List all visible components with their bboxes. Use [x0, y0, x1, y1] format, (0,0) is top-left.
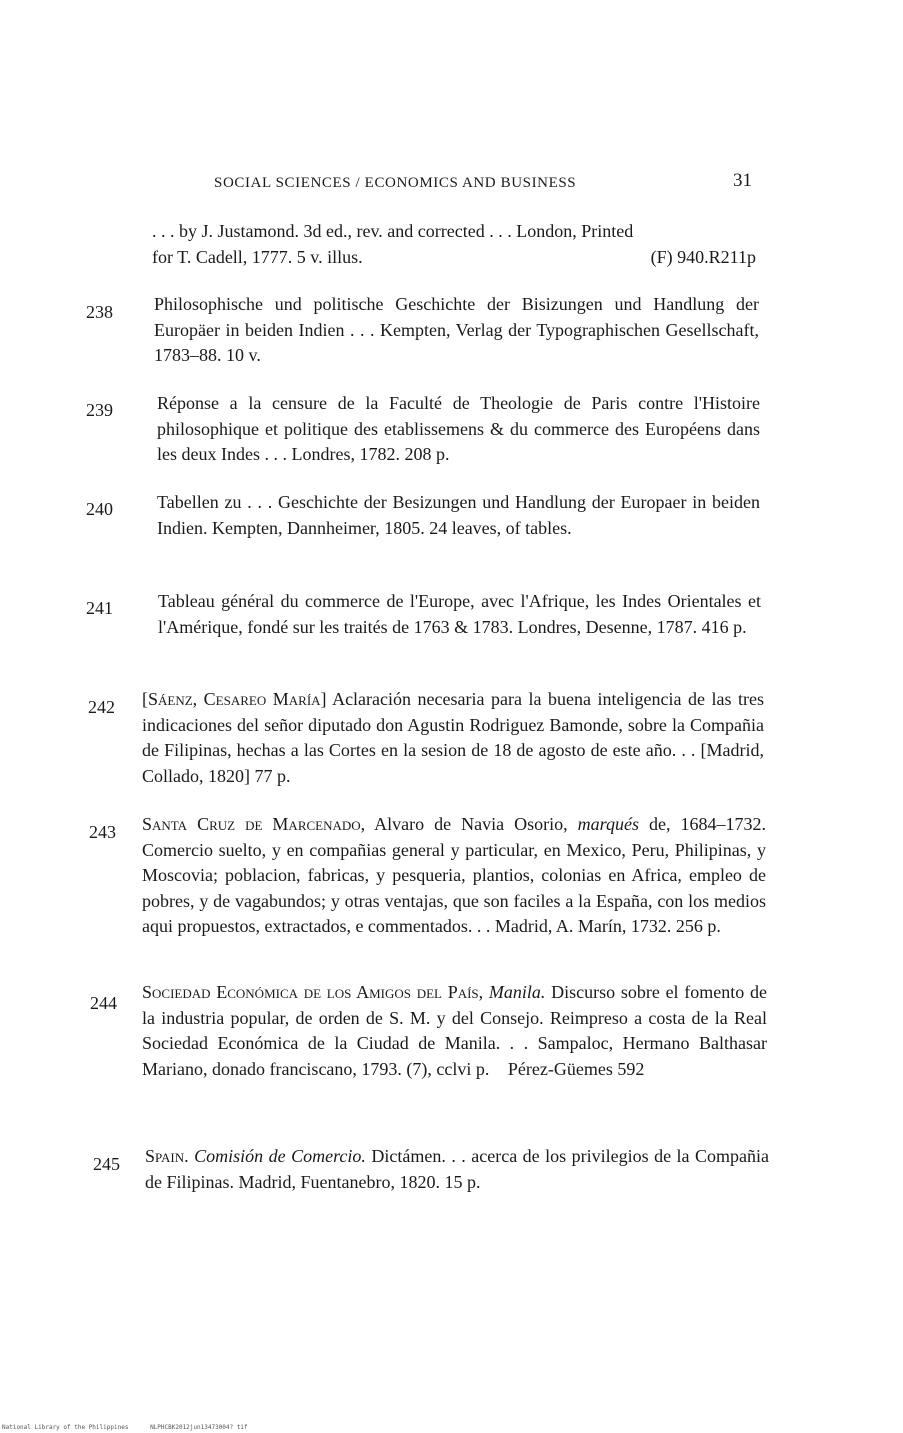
entry-text: [142, 687, 764, 789]
entry-author: [Sáenz, Cesareo María]: [142, 689, 327, 709]
entry-body: Discurso sobre el fomento de la industria popular, de orden de S. M. y del Consejo. Reimpreso a costa de la Real Sociedad Económica de la Ciudad de Manila. . . Sampaloc, Hermano Balthasar Mariano, donado franciscano, 1793. (7), cclvi p.: [142, 982, 767, 1079]
entry-body: de, 1684–1732. Comercio suelto, y en compañias general y particular, en Mexico, Peru, Philipinas, y Moscovia; poblacion, fabricas, y pesqueria, plantios, colonias en Africa, empleo de pobres, y de vagabundos; y otras ventajas, que son faciles a la España, con los medios aqui propuestos, extractados, e commentados. . . Madrid, A. Marín, 1732. 256 p.: [142, 814, 766, 936]
entry-number: 244: [90, 993, 117, 1013]
entry-italic-title: Manila.: [483, 982, 546, 1002]
scan-footer: [2, 1424, 266, 1431]
entry-text: Philosophische und politische Geschichte der Bisizungen und Handlung der Europäer in beiden Indien . . . Kempten, Verlag der Typographischen Gesellschaft, 1783–88. 10 v.: [154, 294, 759, 365]
entry-author: Spain.: [145, 1146, 189, 1166]
entry-text: [142, 812, 766, 940]
call-number: (F) 940.R211p: [650, 246, 756, 267]
entry-body: Aclaración necesaria para la buena inteligencia de las tres indicaciones del señor diputado don Agustin Rodriguez Bamonde, sobre la Compañia de Filipinas, hechas a las Cortes en la sesion de 18 de agosto de este año. . . [Madrid, Collado, 1820] 77 p.: [142, 689, 764, 786]
footer-library: National Library of the Philippines: [2, 1424, 129, 1431]
entry-text: Réponse a la censure de la Faculté de Theologie de Paris contre l'Histoire philosophique et politique des etablissemens & du commerce des Européens dans les deux Indes . . . Londres, 1782. 208 p.: [157, 393, 760, 464]
entry-number: 245: [93, 1154, 120, 1174]
continuation-line-2: for T. Cadell, 1777. 5 v. illus.: [152, 246, 363, 267]
continuation-entry: [152, 219, 756, 270]
entry-number: 242: [88, 697, 115, 717]
page-number: 31: [733, 170, 752, 191]
entry-text: Tableau général du commerce de l'Europe, avec l'Afrique, les Indes Orientales et l'Amérique, fondé sur les traités de 1763 & 1783. Londres, Desenne, 1787. 416 p.: [158, 591, 761, 637]
continuation-line-1: . . . by J. Justamond. 3d ed., rev. and corrected . . . London, Printed: [152, 221, 634, 241]
entry-number: 239: [86, 400, 113, 420]
entry-author: Sociedad Económica de los Amigos del País,: [142, 982, 484, 1002]
entry-author: Santa Cruz de Marcenado,: [142, 814, 366, 834]
entry-author-rest: Alvaro de Navia Osorio,: [365, 814, 578, 834]
entry-italic-title: Comisión de Comercio.: [188, 1146, 366, 1166]
entry-number: 238: [86, 302, 113, 322]
running-head: SOCIAL SCIENCES / ECONOMICS AND BUSINESS: [214, 175, 577, 191]
footer-filename: NLPHCBK2012jun13473004? tif: [150, 1424, 248, 1431]
entry-number: 243: [89, 822, 116, 842]
entry-text: Tabellen zu . . . Geschichte der Besizungen und Handlung der Europaer in beiden Indien. Kempten, Dannheimer, 1805. 24 leaves, of tables.: [157, 492, 760, 538]
entry-number: 240: [86, 499, 113, 519]
entry-italic-title: marqués: [577, 814, 639, 834]
entry-text: [142, 980, 767, 1082]
entry-body: Dictámen. . . acerca de los privilegios de la Compañia de Filipinas. Madrid, Fuentanebro, 1820. 15 p.: [145, 1146, 769, 1192]
entry-number: 241: [86, 598, 113, 618]
entry-text: [145, 1144, 769, 1195]
continuation-line-2-row: [152, 245, 756, 271]
entry-reference: Pérez-Güemes 592: [507, 1058, 645, 1079]
